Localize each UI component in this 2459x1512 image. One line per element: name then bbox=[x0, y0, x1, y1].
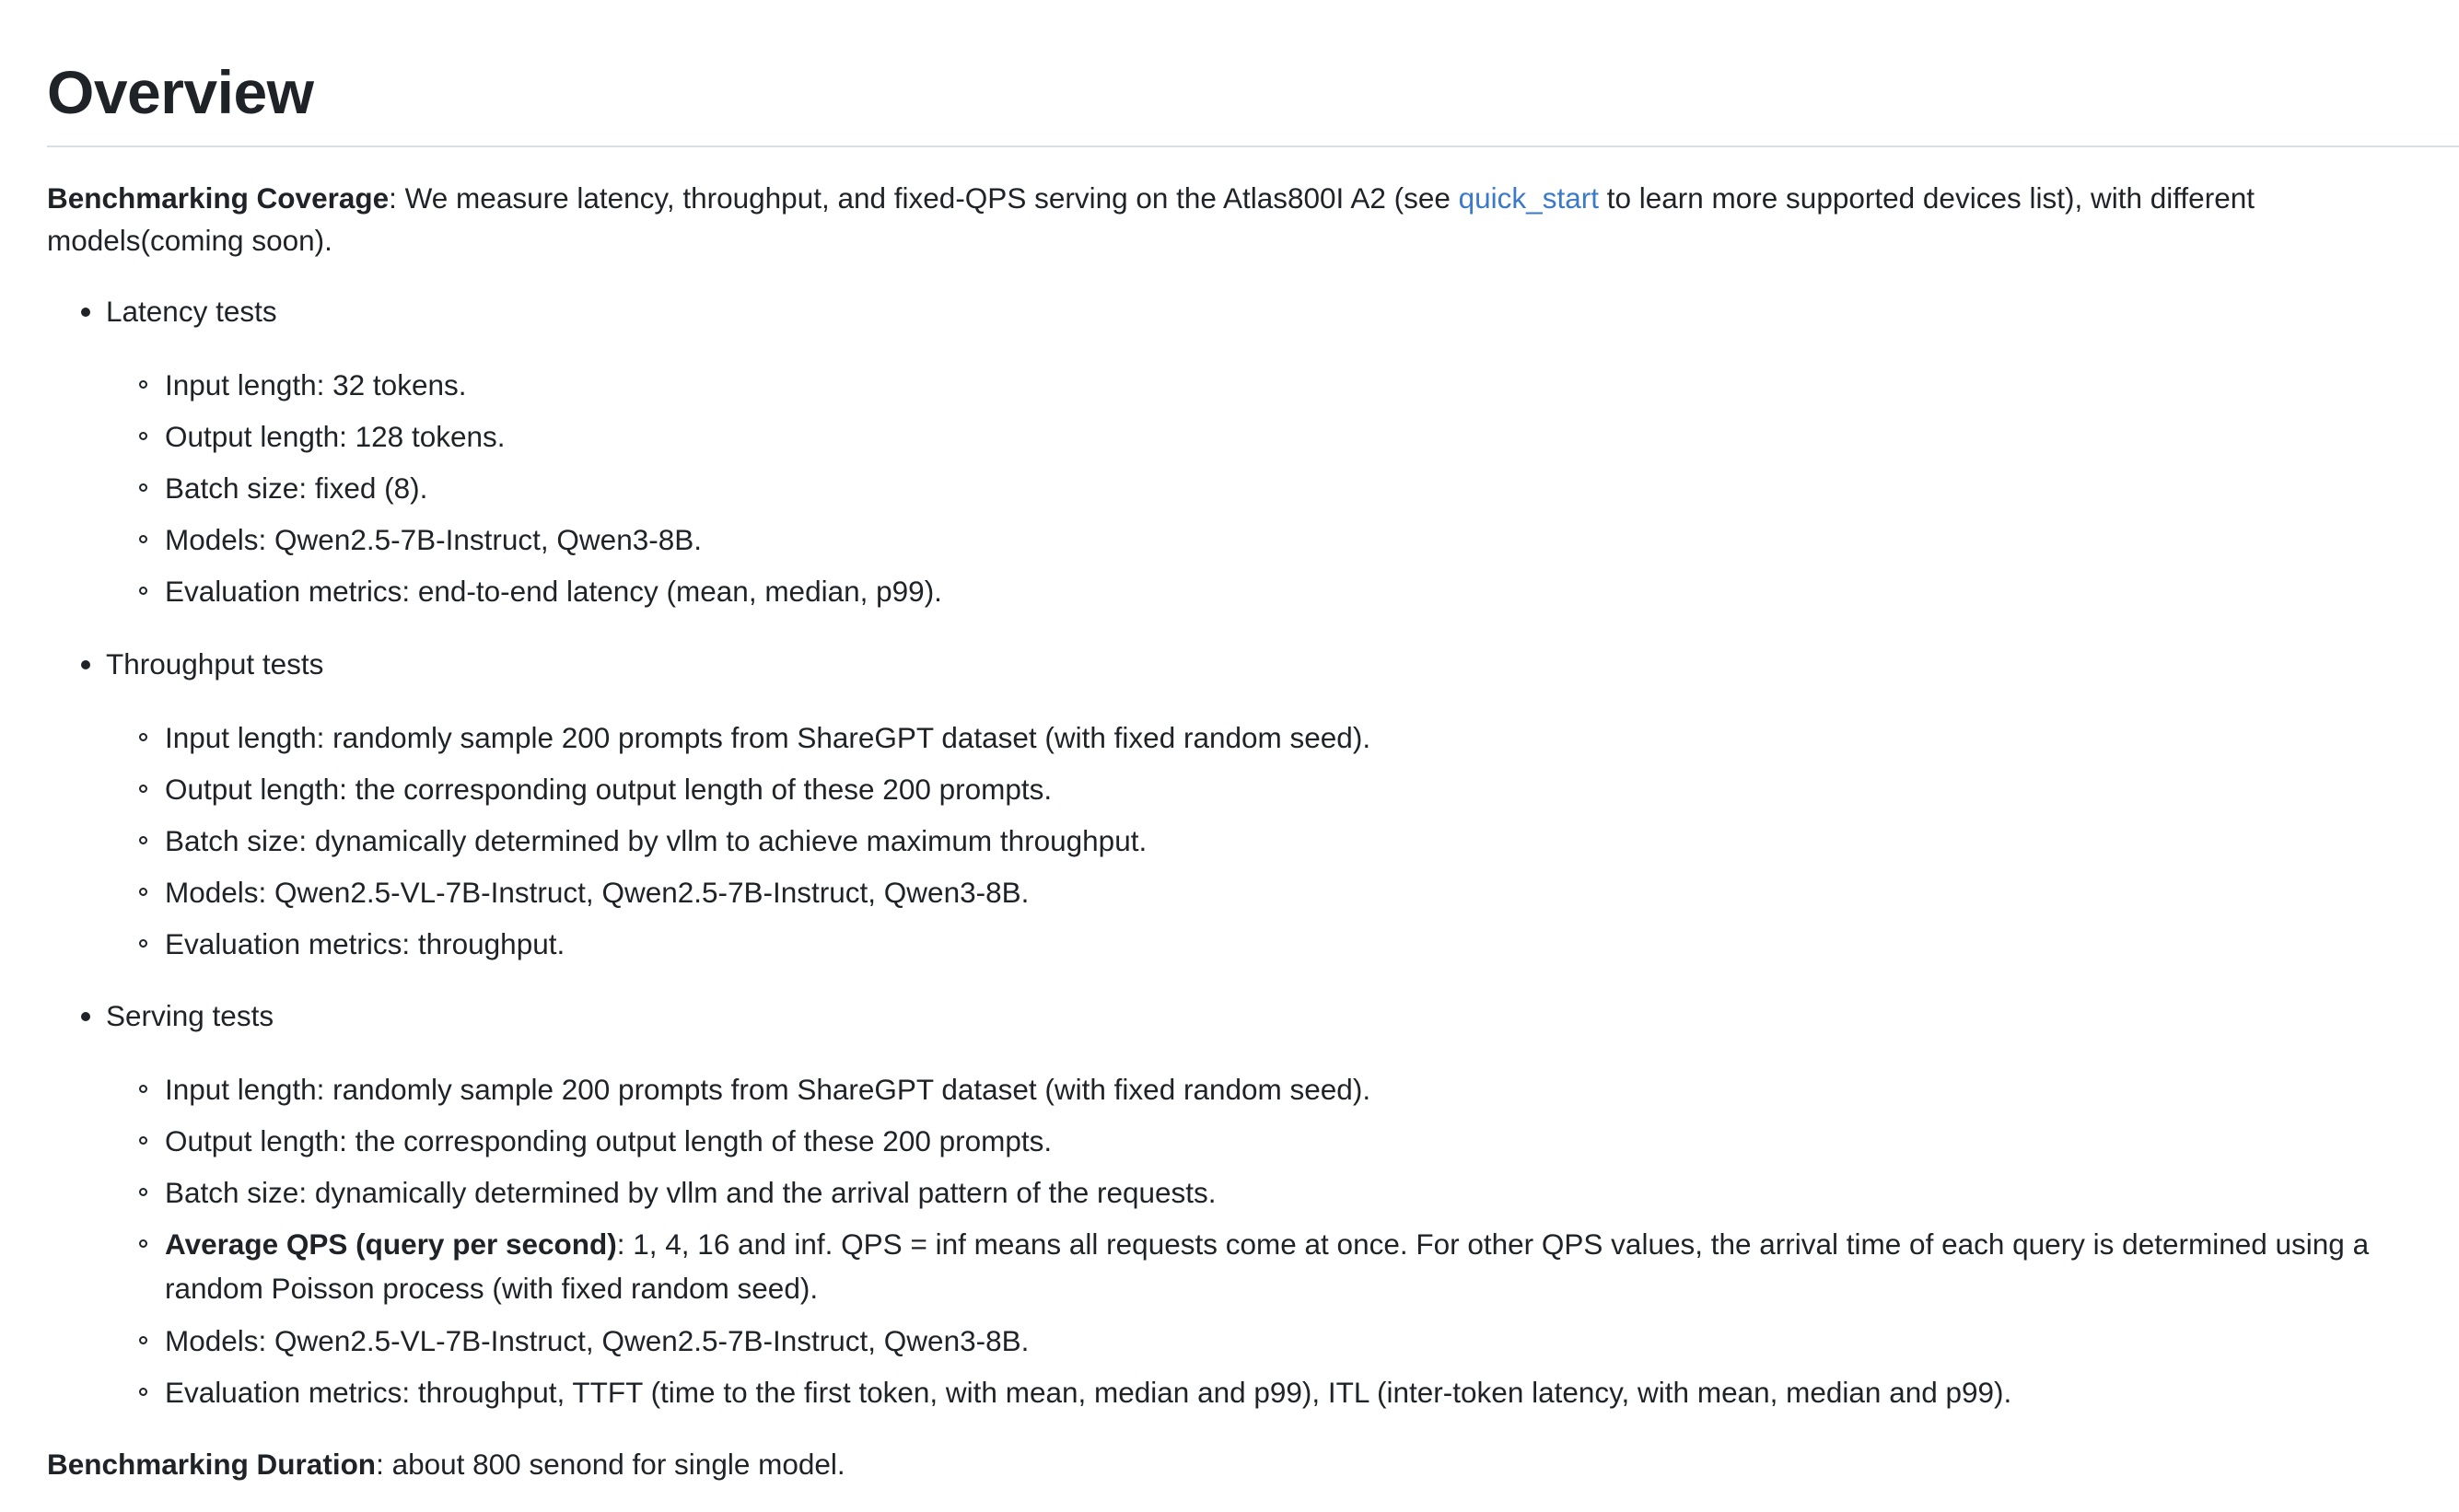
sub-bullet-circle bbox=[139, 380, 147, 389]
sub-bullet-circle bbox=[139, 432, 147, 440]
latency-tests-title: Latency tests bbox=[106, 295, 277, 328]
section-heading-overview: Overview bbox=[47, 58, 314, 126]
list-item: Batch size: fixed (8). bbox=[165, 471, 428, 505]
list-item: Models: Qwen2.5-VL-7B-Instruct, Qwen2.5-7B-Instruct, Qwen3-8B. bbox=[165, 876, 1030, 909]
bullet-dot bbox=[81, 1012, 90, 1021]
heading-divider bbox=[47, 145, 2459, 147]
sub-bullet-circle bbox=[139, 1085, 147, 1093]
sub-bullet-circle bbox=[139, 1188, 147, 1196]
sub-bullet-circle bbox=[139, 535, 147, 543]
serving-tests-title: Serving tests bbox=[106, 999, 274, 1032]
sub-bullet-circle bbox=[139, 483, 147, 492]
bullet-dot bbox=[81, 660, 90, 669]
sub-bullet-circle bbox=[139, 1239, 147, 1248]
sub-bullet-circle bbox=[139, 785, 147, 793]
qps-label: Average QPS (query per second) bbox=[165, 1227, 617, 1261]
list-item: Output length: the corresponding output length of these 200 prompts. bbox=[165, 773, 1053, 806]
list-item: Models: Qwen2.5-VL-7B-Instruct, Qwen2.5-7B-Instruct, Qwen3-8B. bbox=[165, 1324, 1030, 1357]
list-item: Evaluation metrics: throughput. bbox=[165, 927, 565, 960]
coverage-paragraph bbox=[47, 177, 2423, 262]
list-item: Evaluation metrics: end-to-end latency (mean, median, p99). bbox=[165, 575, 942, 608]
coverage-text-before-link: : We measure latency, throughput, and fixed-QPS serving on the Atlas800I A2 (see bbox=[389, 181, 1459, 215]
list-item: Models: Qwen2.5-7B-Instruct, Qwen3-8B. bbox=[165, 523, 702, 556]
qps-list-item bbox=[165, 1222, 2459, 1310]
qps-text-line2: random Poisson process (with fixed random seed). bbox=[165, 1272, 819, 1305]
bullet-dot bbox=[81, 308, 90, 317]
coverage-text-after-link: to learn more supported devices list), with different bbox=[1598, 181, 2255, 215]
duration-paragraph bbox=[47, 1443, 2423, 1485]
list-item: Batch size: dynamically determined by vllm and the arrival pattern of the requests. bbox=[165, 1176, 1217, 1209]
list-item: Input length: 32 tokens. bbox=[165, 368, 467, 401]
sub-bullet-circle bbox=[139, 733, 147, 741]
coverage-text-line2: models(coming soon). bbox=[47, 224, 332, 257]
qps-text-line1: : 1, 4, 16 and inf. QPS = inf means all requests come at once. For other QPS values, the arrival time of each query is determined using a bbox=[616, 1227, 2370, 1261]
sub-bullet-circle bbox=[139, 587, 147, 595]
sub-bullet-circle bbox=[139, 1388, 147, 1396]
sub-bullet-circle bbox=[139, 888, 147, 896]
sub-bullet-circle bbox=[139, 1136, 147, 1145]
list-item: Output length: the corresponding output length of these 200 prompts. bbox=[165, 1124, 1053, 1157]
coverage-label: Benchmarking Coverage bbox=[47, 181, 390, 215]
duration-text: : about 800 senond for single model. bbox=[376, 1448, 845, 1481]
list-item: Input length: randomly sample 200 prompts from ShareGPT dataset (with fixed random seed). bbox=[165, 1073, 1371, 1106]
quick-start-link[interactable]: quick_start bbox=[1458, 181, 1599, 215]
list-item: Batch size: dynamically determined by vllm to achieve maximum throughput. bbox=[165, 824, 1148, 857]
sub-bullet-circle bbox=[139, 836, 147, 844]
throughput-tests-title: Throughput tests bbox=[106, 647, 324, 680]
list-item: Input length: randomly sample 200 prompts from ShareGPT dataset (with fixed random seed). bbox=[165, 721, 1371, 754]
duration-label: Benchmarking Duration bbox=[47, 1448, 377, 1481]
list-item: Output length: 128 tokens. bbox=[165, 420, 506, 453]
sub-bullet-circle bbox=[139, 1336, 147, 1344]
list-item: Evaluation metrics: throughput, TTFT (time to the first token, with mean, median and p99), ITL (inter-token latency, with mean, median and p99). bbox=[165, 1376, 2012, 1409]
sub-bullet-circle bbox=[139, 939, 147, 948]
